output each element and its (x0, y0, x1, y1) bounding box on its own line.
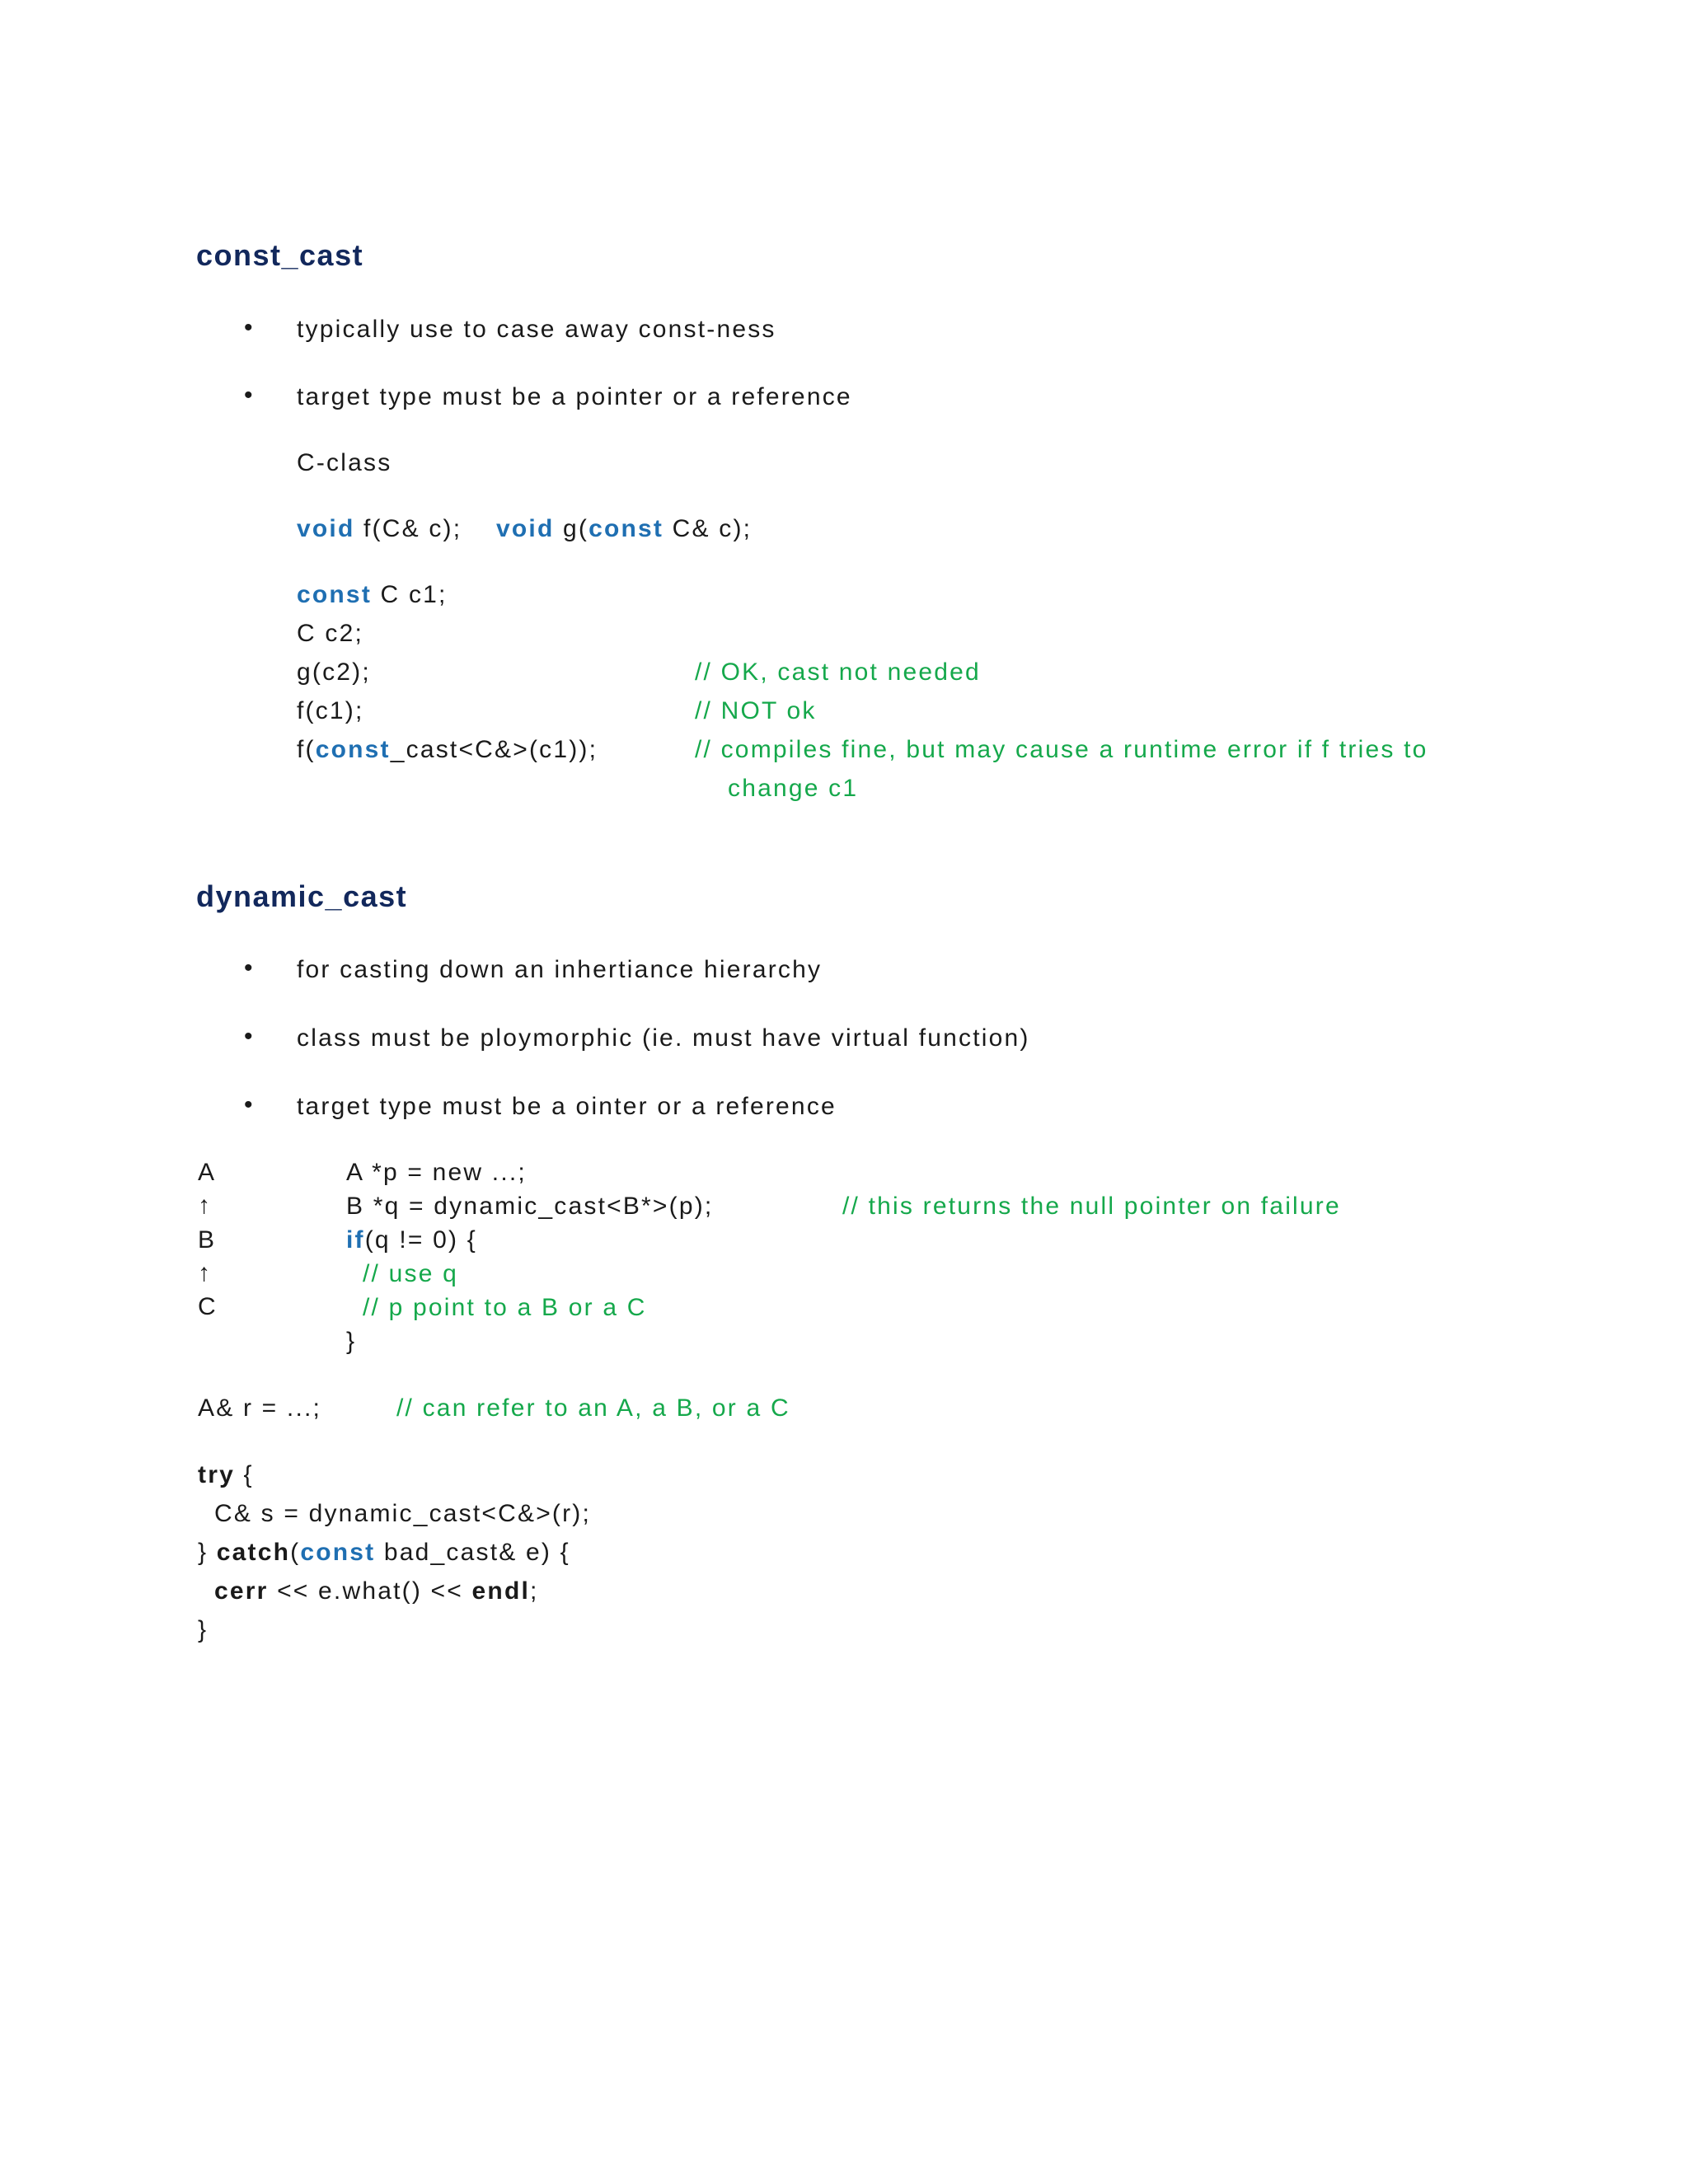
function-declaration-g (496, 517, 752, 541)
code-line: B *q = dynamic_cast<B*>(p); (346, 1193, 714, 1220)
code-text: } (198, 1539, 217, 1566)
code-text: f(C& c); (354, 515, 462, 542)
const-cast-heading: const_cast (196, 238, 364, 272)
keyword: const (297, 581, 373, 608)
code-text: << e.what() << (268, 1577, 472, 1605)
up-arrow-icon: ↑ (198, 1192, 213, 1219)
keyword: catch (216, 1539, 291, 1566)
keyword: endl (471, 1577, 531, 1605)
code-comment: // this returns the null pointer on failure (842, 1193, 1341, 1220)
keyword: const (588, 515, 664, 542)
code-text: bad_cast& e) { (375, 1539, 570, 1566)
keyword: try (198, 1461, 235, 1488)
code-comment: // NOT ok (695, 697, 817, 724)
code-text: { (234, 1461, 254, 1488)
keyword: cerr (214, 1577, 269, 1605)
code-line: A& r = ...; (198, 1394, 322, 1422)
code-line (346, 1228, 477, 1253)
keyword: void (496, 515, 555, 542)
code-text: ; (530, 1577, 539, 1605)
code-text: C& c); (663, 515, 753, 542)
hierarchy-a: A (198, 1159, 217, 1186)
code-line: C& s = dynamic_cast<C&>(r); (214, 1500, 592, 1527)
function-declarations (297, 517, 462, 541)
bullet-text: for casting down an inhertiance hierarchy (297, 956, 823, 983)
up-arrow-icon: ↑ (198, 1259, 213, 1286)
hierarchy-c: C (198, 1293, 218, 1320)
code-comment: change c1 (728, 775, 859, 802)
bullet-icon: • (244, 954, 253, 982)
code-line: f(c1); (297, 697, 364, 724)
code-text: C c1; (372, 581, 448, 608)
code-text: f( (297, 736, 316, 763)
code-line: C c2; (297, 620, 364, 647)
code-text: ( (290, 1539, 301, 1566)
code-text: (q != 0) { (364, 1226, 477, 1254)
code-comment: // p point to a B or a C (363, 1294, 647, 1321)
class-label: C-class (297, 449, 392, 476)
code-comment: // compiles fine, but may cause a runtime error if f tries to (695, 736, 1428, 763)
bullet-text: target type must be a pointer or a reference (297, 383, 852, 410)
code-line (297, 738, 598, 762)
code-comment: // can refer to an A, a B, or a C (396, 1394, 790, 1422)
bullet-icon: • (244, 314, 253, 341)
bullet-icon: • (244, 1023, 253, 1050)
keyword: void (297, 515, 355, 542)
bullet-icon: • (244, 382, 253, 409)
code-line (198, 1540, 570, 1565)
code-comment: // use q (363, 1260, 458, 1287)
code-line (214, 1579, 539, 1604)
bullet-text: typically use to case away const-ness (297, 316, 776, 343)
code-line: g(c2); (297, 658, 371, 686)
bullet-text: target type must be a ointer or a reference (297, 1093, 837, 1120)
code-text: _cast<C&>(c1)); (390, 736, 598, 763)
code-line (297, 583, 448, 607)
keyword: const (315, 736, 391, 763)
dynamic-cast-heading: dynamic_cast (196, 879, 408, 913)
code-line: A *p = new ...; (346, 1159, 527, 1186)
keyword: const (300, 1539, 376, 1566)
bullet-text: class must be ploymorphic (ie. must have virtual function) (297, 1024, 1030, 1052)
code-line (198, 1463, 254, 1488)
bullet-icon: • (244, 1091, 253, 1118)
code-text: g( (554, 515, 589, 542)
code-line: } (346, 1328, 357, 1355)
keyword: if (346, 1226, 365, 1254)
code-line: } (198, 1616, 209, 1643)
hierarchy-b: B (198, 1226, 217, 1254)
code-comment: // OK, cast not needed (695, 658, 981, 686)
